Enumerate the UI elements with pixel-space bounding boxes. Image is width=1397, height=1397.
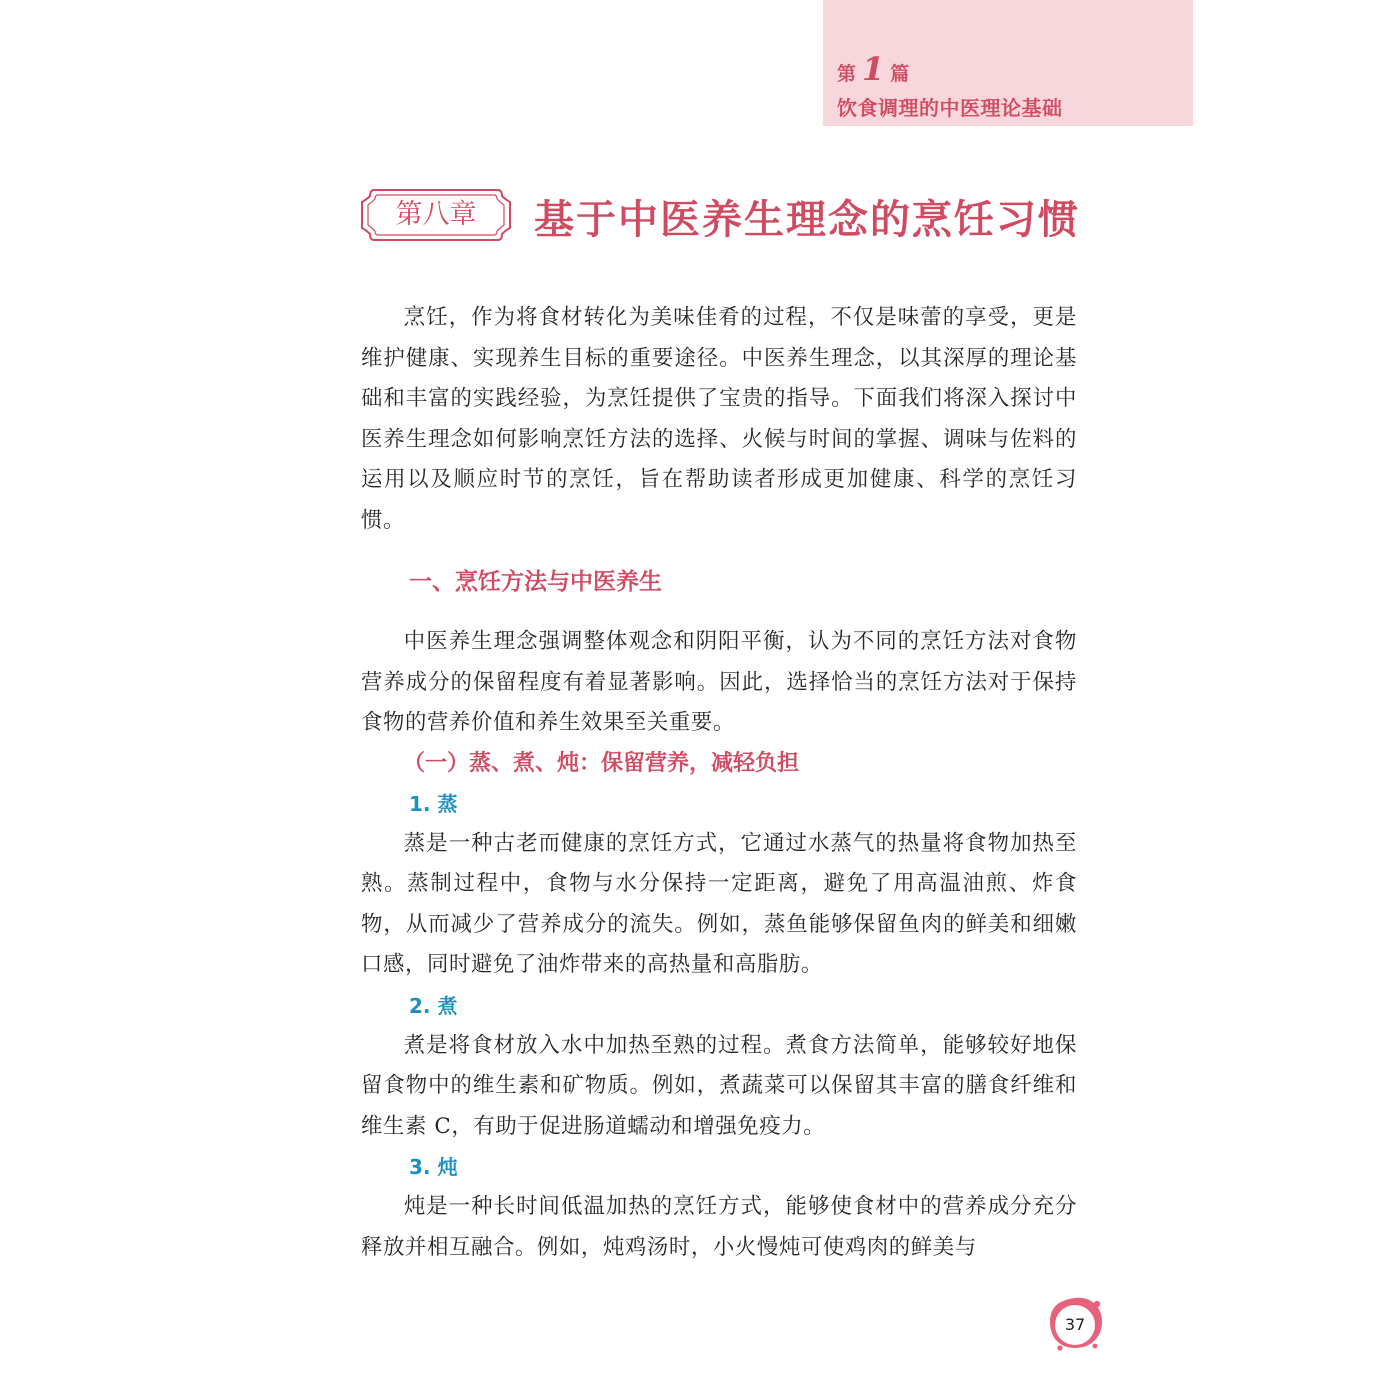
chapter-badge bbox=[360, 186, 512, 244]
page-number-badge bbox=[1046, 1292, 1106, 1354]
item-heading-stew: 3. 炖 bbox=[409, 1155, 458, 1179]
section-paragraph: 中医养生理念强调整体观念和阴阳平衡，认为不同的烹饪方法对食物营养成分的保留程度有着显著影响。因此，选择恰当的烹饪方法对于保持食物的营养价值和养生效果至关重要。 bbox=[361, 629, 1077, 735]
part-suffix: 篇 bbox=[890, 63, 910, 85]
item-heading-steam: 1. 蒸 bbox=[409, 791, 458, 816]
item-paragraph-stew: 炖是一种长时间低温加热的烹饪方式，能够使食材中的营养成分充分释放并相互融合。例如，炖鸡汤时，小火慢炖可使鸡肉的鲜美与 bbox=[361, 1194, 1077, 1260]
page-number: 37 bbox=[1064, 1315, 1086, 1334]
part-title: 饮食调理的中医理论基础 bbox=[837, 96, 1063, 120]
part-header-tab bbox=[823, 0, 1193, 126]
subsection-heading: （一）蒸、煮、炖：保留营养，减轻负担 bbox=[403, 750, 800, 776]
part-prefix: 第 bbox=[837, 63, 857, 85]
item-heading-boil: 2. 煮 bbox=[409, 993, 458, 1018]
item-paragraph-boil: 煮是将食材放入水中加热至熟的过程。煮食方法简单，能够较好地保留食物中的维生素和矿物质。例如，煮蔬菜可以保留其丰富的膳食纤维和维生素 C，有助于促进肠道蠕动和增强免疫力。 bbox=[361, 1032, 1077, 1139]
part-label bbox=[837, 50, 909, 90]
chapter-title: 基于中医养生理念的烹饪习惯 bbox=[534, 196, 1080, 243]
section-heading: 一、烹饪方法与中医养生 bbox=[409, 569, 662, 595]
chapter-label: 第八章 bbox=[395, 199, 477, 230]
part-number: 1 bbox=[862, 50, 885, 88]
intro-paragraph: 烹饪，作为将食材转化为美味佳肴的过程，不仅是味蕾的享受，更是维护健康、实现养生目标的重要途径。中医养生理念，以其深厚的理论基础和丰富的实践经验，为烹饪提供了宝贵的指导。下面我们将深入探讨中医养生理念如何影响烹饪方法的选择、火候与时间的掌握、调味与佐料的运用以及顺应时节的烹饪，旨在帮助读者形成更加健康、科学的烹饪习惯。 bbox=[361, 305, 1077, 533]
item-paragraph-steam: 蒸是一种古老而健康的烹饪方式，它通过水蒸气的热量将食物加热至熟。蒸制过程中，食物与水分保持一定距离，避免了用高温油煎、炸食物，从而减少了营养成分的流失。例如，蒸鱼能够保留鱼肉的鲜美和细嫩口感，同时避免了油炸带来的高热量和高脂肪。 bbox=[361, 830, 1077, 977]
page-content bbox=[361, 298, 1077, 1268]
